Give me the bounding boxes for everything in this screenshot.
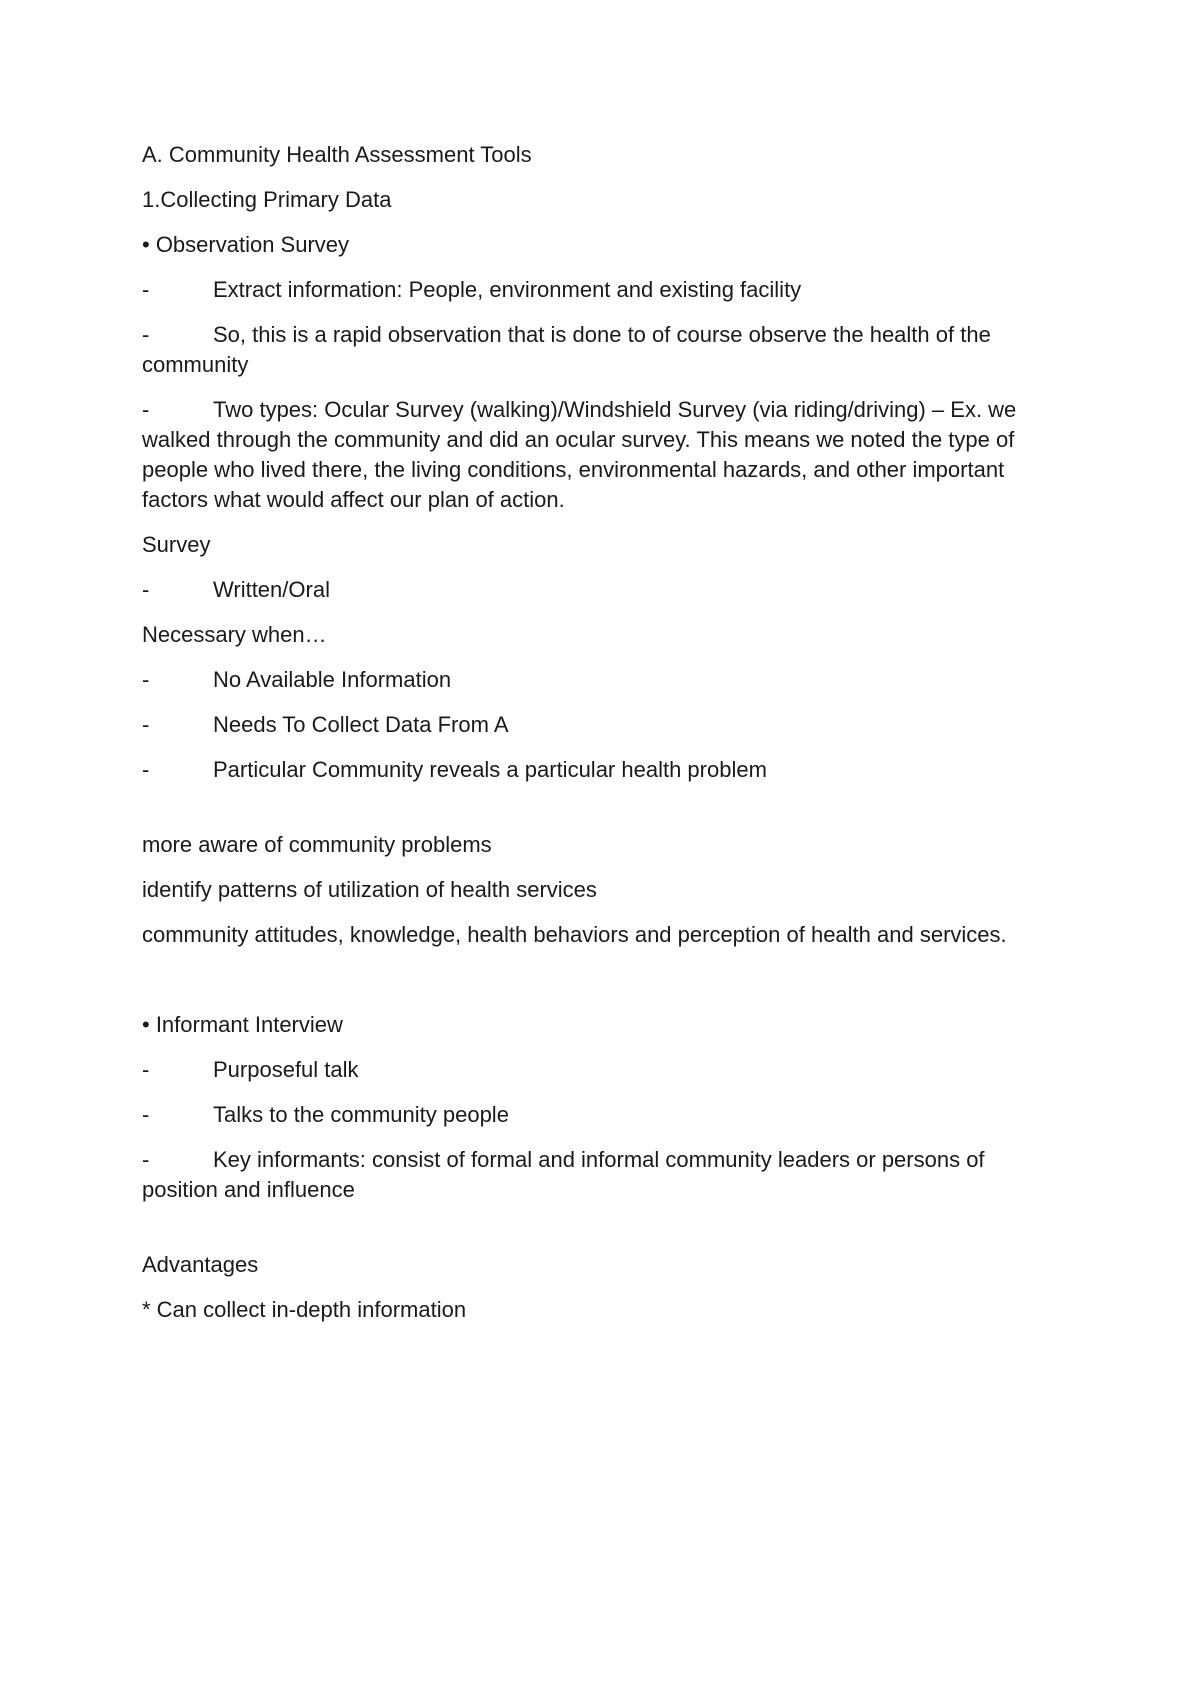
observation-survey-bullet: • Observation Survey <box>142 232 350 257</box>
spacer <box>142 800 1062 830</box>
document-page <box>142 140 1062 1340</box>
informant-item-text: Key informants: consist of formal and informal community leaders or persons of position and influence <box>142 1147 985 1202</box>
dash-marker: - <box>142 1147 150 1172</box>
necessary-item <box>142 755 1062 785</box>
document-heading: A. Community Health Assessment Tools <box>142 142 532 167</box>
necessary-item <box>142 665 1062 695</box>
informant-item <box>142 1100 1062 1130</box>
advantages-label: Advantages <box>142 1252 259 1277</box>
dash-marker: - <box>142 322 150 347</box>
dash-marker: - <box>142 1057 150 1082</box>
necessary-item-text: Needs To Collect Data From A <box>213 712 509 737</box>
benefit-line: community attitudes, knowledge, health behaviors and perception of health and services. <box>142 922 1007 947</box>
informant-item <box>142 1145 1062 1205</box>
dash-marker: - <box>142 397 150 422</box>
observation-item-text: So, this is a rapid observation that is done to of course observe the health of the community <box>142 322 991 377</box>
observation-item <box>142 275 1062 305</box>
dash-marker: - <box>142 577 150 602</box>
observation-item-text: Two types: Ocular Survey (walking)/Windshield Survey (via riding/driving) – Ex. we walked through the community and did an ocular survey. This means we noted the type of people who lived there, the living conditions, environmental hazards, and other important factors what would affect our plan of action. <box>142 397 1017 512</box>
benefit-line: identify patterns of utilization of health services <box>142 877 597 902</box>
spacer <box>142 965 1062 1010</box>
necessary-item-text: Particular Community reveals a particular health problem <box>213 757 767 782</box>
dash-marker: - <box>142 712 150 737</box>
necessary-item <box>142 710 1062 740</box>
informant-interview-bullet: • Informant Interview <box>142 1012 343 1037</box>
informant-item-text: Purposeful talk <box>213 1057 359 1082</box>
survey-item-text: Written/Oral <box>213 577 330 602</box>
observation-item <box>142 320 1062 380</box>
spacer <box>142 1220 1062 1250</box>
dash-marker: - <box>142 277 150 302</box>
survey-label: Survey <box>142 532 211 557</box>
survey-item <box>142 575 1062 605</box>
section-subheading: 1.Collecting Primary Data <box>142 187 392 212</box>
dash-marker: - <box>142 1102 150 1127</box>
necessary-label: Necessary when… <box>142 622 327 647</box>
advantage-item: * Can collect in-depth information <box>142 1297 467 1322</box>
dash-marker: - <box>142 757 150 782</box>
observation-item <box>142 395 1062 515</box>
informant-item-text: Talks to the community people <box>213 1102 509 1127</box>
informant-item <box>142 1055 1062 1085</box>
necessary-item-text: No Available Information <box>213 667 452 692</box>
observation-item-text: Extract information: People, environment and existing facility <box>213 277 802 302</box>
dash-marker: - <box>142 667 150 692</box>
benefit-line: more aware of community problems <box>142 832 492 857</box>
